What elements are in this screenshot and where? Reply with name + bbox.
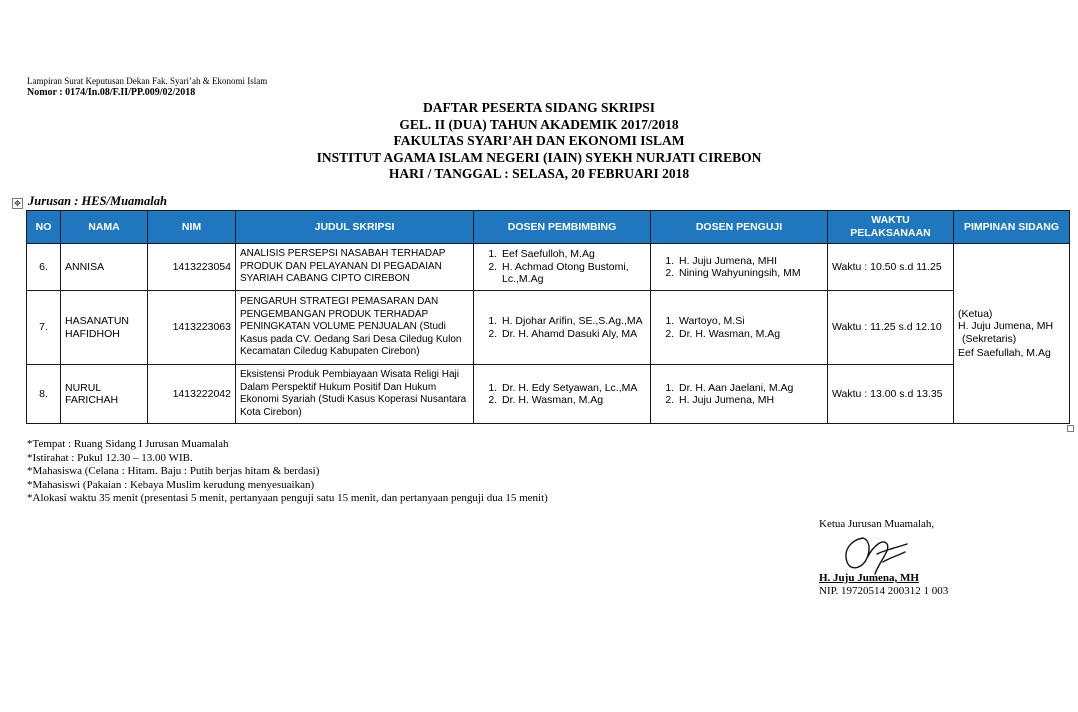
header-waktu: WAKTU PELAKSANAAN (828, 211, 954, 244)
cell-nama: ANNISA (61, 244, 148, 291)
header-judul: JUDUL SKRIPSI (236, 211, 474, 244)
nomor-surat: Nomor : 0174/In.08/F.II/PP.009/02/2018 (27, 87, 196, 98)
cell-waktu: Waktu : 10.50 s.d 11.25 (828, 244, 954, 291)
document-title (0, 100, 1078, 183)
note-item: *Mahasiswa (Celana : Hitam. Baju : Putih berjas hitam & berdasi) (27, 465, 320, 477)
note-item: *Alokasi waktu 35 menit (presentasi 5 menit, pertanyaan penguji satu 15 menit, dan pertanyaan penguji dua 15 menit) (27, 492, 548, 504)
cell-judul: PENGARUH STRATEGI PEMASARAN DAN PENGEMBANGAN PRODUK TERHADAP PENINGKATAN VOLUME PENJUALAN (Studi Kasus pada CV. Oedang Sari Desa Ciledug Kulon Kecamatan Ciledug Kabupaten Cirebon) (236, 291, 474, 365)
title-line-1: DAFTAR PESERTA SIDANG SKRIPSI (423, 100, 655, 115)
pimpinan-sekretaris-name: Eef Saefullah, M.Ag (958, 347, 1051, 359)
note-item: *Istirahat : Pukul 12.30 – 13.00 WIB. (27, 451, 193, 464)
cell-nim: 1413223054 (148, 244, 236, 291)
title-line-4: INSTITUT AGAMA ISLAM NEGERI (IAIN) SYEKH NURJATI CIREBON (316, 149, 762, 165)
cell-waktu: Waktu : 11.25 s.d 12.10 (828, 291, 954, 365)
notes (27, 438, 548, 506)
list-item: 2. H. Juju Jumena, MH (677, 394, 823, 407)
header-pembimbing: DOSEN PEMBIMBING (474, 211, 651, 244)
cell-penguji (651, 291, 828, 365)
lampiran-text: Lampiran Surat Keputusan Dekan Fak. Syari’ah & Ekonomi Islam (27, 76, 268, 86)
cell-judul: ANALISIS PERSEPSI NASABAH TERHADAP PRODUK DAN PELAYANAN DI PEGADAIAN SYARIAH CABANG CIPTO CIREBON (236, 244, 474, 291)
cell-pembimbing (474, 291, 651, 365)
cell-nama: HASANATUN HAFIDHOH (61, 291, 148, 365)
cell-nama: NURUL FARICHAH (61, 365, 148, 424)
title-line-5: HARI / TANGGAL : SELASA, 20 FEBRUARI 2018 (388, 166, 690, 181)
cell-no: 6. (27, 244, 61, 291)
cell-pimpinan (954, 244, 1070, 424)
table-row (27, 291, 1070, 365)
cell-pembimbing (474, 244, 651, 291)
list-item: 1. Dr. H. Aan Jaelani, M.Ag (677, 382, 823, 395)
title-line-2: GEL. II (DUA) TAHUN AKADEMIK 2017/2018 (399, 116, 679, 132)
list-item: 1. H. Djohar Arifin, SE.,S.Ag.,MA (500, 315, 646, 328)
pimpinan-ketua-label: (Ketua) (958, 307, 993, 320)
list-item: 1. H. Juju Jumena, MHI (677, 255, 823, 268)
cell-no: 8. (27, 365, 61, 424)
header-pimpinan: PIMPINAN SIDANG (954, 211, 1070, 244)
pimpinan-sekretaris-label: (Sekretaris) (962, 332, 1017, 345)
cell-nim: 1413223063 (148, 291, 236, 365)
note-item: *Tempat : Ruang Sidang I Jurusan Muamalah (27, 438, 229, 450)
peserta-table (26, 210, 1070, 424)
list-item: 2. Nining Wahyuningsih, MM (677, 267, 823, 280)
signature-nip: NIP. 19720514 200312 1 003 (819, 585, 949, 597)
table-row (27, 365, 1070, 424)
cell-pembimbing (474, 365, 651, 424)
cell-waktu: Waktu : 13.00 s.d 13.35 (828, 365, 954, 424)
cell-penguji (651, 244, 828, 291)
header-nim: NIM (148, 211, 236, 244)
header-penguji: DOSEN PENGUJI (651, 211, 828, 244)
header-nama: NAMA (61, 211, 148, 244)
list-item: 2. Dr. H. Ahamd Dasuki Aly, MA (500, 328, 646, 341)
cell-nim: 1413222042 (148, 365, 236, 424)
list-item: 2. H. Achmad Otong Bustomi, Lc.,M.Ag (500, 261, 646, 286)
list-item: 2. Dr. H. Wasman, M.Ag (500, 394, 646, 407)
list-item: 1. Eef Saefulloh, M.Ag (500, 248, 646, 261)
signature-name: H. Juju Jumena, MH (819, 572, 919, 584)
title-line-3: FAKULTAS SYARI’AH DAN EKONOMI ISLAM (393, 133, 685, 148)
header-no: NO (27, 211, 61, 244)
note-item: *Mahasiswi (Pakaian : Kebaya Muslim kerudung menyesuaikan) (27, 478, 315, 491)
table-row (27, 244, 1070, 291)
pimpinan-ketua-name: H. Juju Jumena, MH (958, 320, 1054, 332)
list-item: 1. Dr. H. Edy Setyawan, Lc.,MA (500, 382, 646, 395)
signature-title: Ketua Jurusan Muamalah, (819, 518, 935, 530)
table-header-row (27, 211, 1070, 244)
list-item: 2. Dr. H. Wasman, M.Ag (677, 328, 823, 341)
cell-penguji (651, 365, 828, 424)
cell-judul: Eksistensi Produk Pembiayaan Wisata Religi Haji Dalam Perspektif Hukum Positif Dan Hukum Ekonomi Syariah (Studi Kasus Koperasi Nusantara Kota Cirebon) (236, 365, 474, 424)
resize-handle-icon[interactable] (1067, 425, 1074, 432)
jurusan-label: Jurusan : HES/Muamalah (28, 194, 167, 208)
move-handle-icon[interactable]: ✥ (12, 198, 23, 209)
list-item: 1. Wartoyo, M.Si (677, 315, 823, 328)
cell-no: 7. (27, 291, 61, 365)
